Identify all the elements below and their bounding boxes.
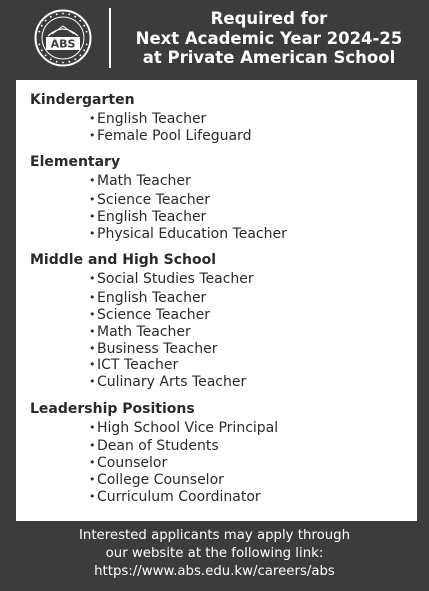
list-item: • Culinary Arts Teacher	[89, 374, 247, 390]
section-title-elementary: Elementary	[30, 154, 121, 170]
list-item: • Math Teacher	[89, 324, 191, 340]
list-item: • Counselor	[89, 455, 168, 471]
footer-line: Interested applicants may apply through	[78, 528, 351, 543]
footer-line: our website at the following link:	[105, 546, 324, 561]
list-item: • Dean of Students	[89, 438, 219, 454]
page-title	[116, 9, 422, 68]
list-item: • High School Vice Principal	[89, 420, 279, 436]
list-item: • Math Teacher	[89, 173, 191, 189]
list-item: • Business Teacher	[89, 341, 218, 357]
school-logo	[34, 9, 92, 67]
list-item: • Science Teacher	[89, 192, 211, 208]
careers-link[interactable]: https://www.abs.edu.kw/careers/abs	[94, 564, 335, 579]
title-line: at Private American School	[142, 48, 396, 67]
title-line: Next Academic Year 2024-25	[135, 28, 403, 48]
section-title-kindergarten: Kindergarten	[30, 92, 135, 108]
header-divider	[109, 8, 111, 68]
svg-text:ABS: ABS	[50, 37, 76, 51]
list-item: • Science Teacher	[89, 307, 211, 323]
list-item: • English Teacher	[89, 209, 207, 225]
title-line: Required for	[210, 9, 328, 28]
list-item: • Curriculum Coordinator	[89, 489, 261, 505]
list-item: • English Teacher	[89, 111, 207, 127]
list-item: • Social Studies Teacher	[89, 271, 254, 287]
positions-panel	[16, 80, 417, 521]
header	[0, 0, 429, 76]
footer	[0, 527, 429, 591]
section-title-leadership: Leadership Positions	[30, 401, 195, 417]
list-item: • English Teacher	[89, 290, 207, 306]
list-item: • College Counselor	[89, 472, 224, 488]
list-item: • ICT Teacher	[89, 357, 179, 373]
list-item: • Physical Education Teacher	[89, 226, 287, 242]
list-item: • Female Pool Lifeguard	[89, 128, 252, 144]
section-title-middle-high: Middle and High School	[30, 252, 217, 268]
